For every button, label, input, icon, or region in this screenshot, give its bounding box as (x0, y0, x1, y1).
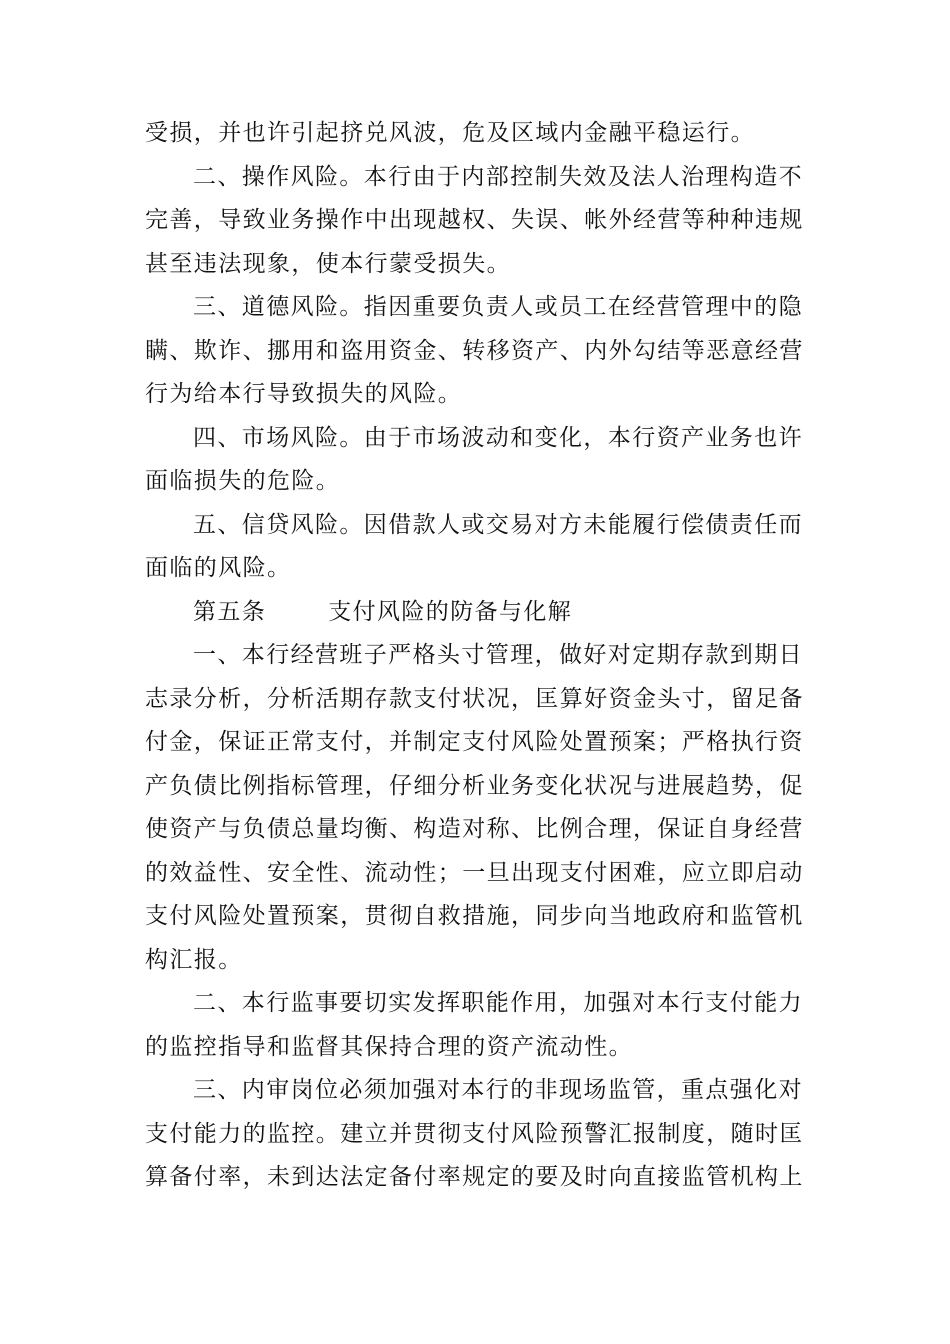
paragraph-line: 三、道德风险。指因重要负责人或员工在经营管理中的隐 (193, 294, 803, 320)
paragraph-line: 行为给本行导致损失的风险。 (145, 381, 463, 407)
paragraph-line: 支付能力的监控。建立并贯彻支付风险预警汇报制度，随时匡 (145, 1120, 804, 1147)
paragraph-line: 的效益性、安全性、流动性；一旦出现支付困难，应立即启动 (145, 859, 804, 886)
article-title: 支付风险的防备与化解 (328, 598, 573, 625)
paragraph-line: 完善，导致业务操作中出现越权、失误、帐外经营等种种违规 (145, 207, 804, 233)
paragraph-line: 构汇报。 (145, 946, 243, 973)
paragraph-line: 受损，并也许引起挤兑风波，危及区域内金融平稳运行。 (145, 120, 755, 146)
paragraph-line: 的监控指导和监督其保持合理的资产流动性。 (145, 1033, 633, 1060)
paragraph-line: 二、本行监事要切实发挥职能作用，加强对本行支付能力 (193, 990, 803, 1016)
paragraph-line: 瞒、欺诈、挪用和盗用资金、转移资产、内外勾结等恶意经营 (145, 337, 804, 364)
paragraph-line: 产负债比例指标管理，仔细分析业务变化状况与进展趋势，促 (145, 772, 804, 799)
paragraph-line: 四、市场风险。由于市场波动和变化，本行资产业务也许 (193, 424, 803, 451)
paragraph-line: 三、内审岗位必须加强对本行的非现场监管，重点强化对 (193, 1077, 803, 1103)
article-heading (145, 591, 810, 635)
paragraph-line: 付金，保证正常支付，并制定支付风险处置预案；严格执行资 (145, 729, 804, 755)
article-number: 第五条 (193, 598, 267, 625)
paragraph-line: 面临损失的危险。 (145, 468, 341, 494)
paragraph-line: 面临的风险。 (145, 555, 292, 581)
paragraph-line: 甚至违法现象，使本行蒙受损失。 (145, 250, 511, 277)
paragraph-line: 使资产与负债总量均衡、构造对称、比例合理，保证自身经营 (145, 816, 804, 842)
paragraph-line: 五、信贷风险。因借款人或交易对方未能履行偿债责任而 (193, 511, 803, 538)
paragraph-line: 一、本行经营班子严格头寸管理，做好对定期存款到期日 (193, 642, 803, 668)
paragraph-line: 志录分析，分析活期存款支付状况，匡算好资金头寸，留足备 (145, 685, 804, 712)
paragraph-line: 二、操作风险。本行由于内部控制失效及法人治理构造不 (193, 163, 803, 190)
paragraph-line: 支付风险处置预案，贯彻自救措施，同步向当地政府和监管机 (145, 903, 804, 929)
paragraph-line: 算备付率，未到达法定备付率规定的要及时向直接监管机构上 (145, 1164, 804, 1190)
document-body (145, 112, 810, 1200)
